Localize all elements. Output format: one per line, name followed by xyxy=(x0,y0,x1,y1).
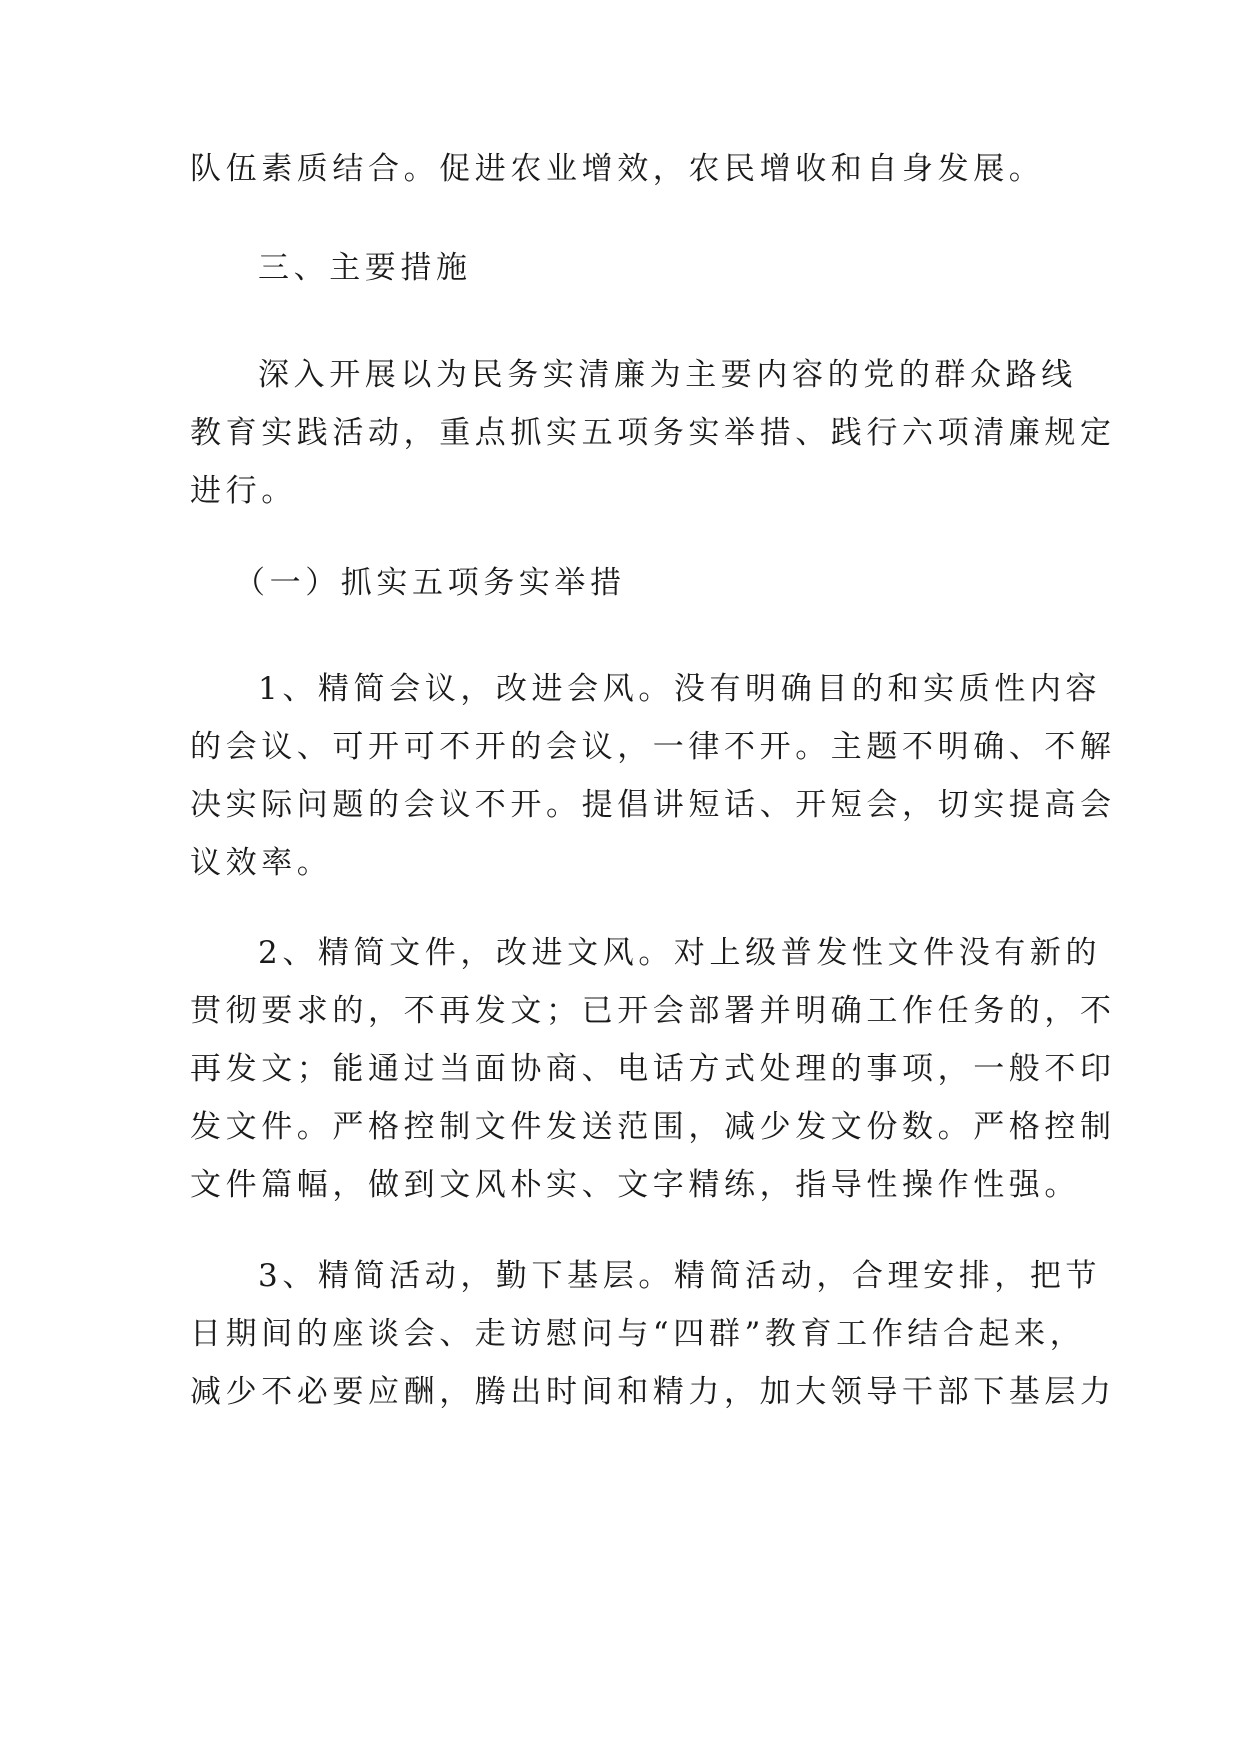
text-line: （一）抓实五项务实举措 xyxy=(234,565,626,601)
paragraph-item-3 xyxy=(190,1247,1116,1421)
paragraph-item-1 xyxy=(190,660,1116,892)
text-line: 的会议、可开可不开的会议，一律不开。主题不明确、不解 xyxy=(190,729,1116,765)
text-line: 议效率。 xyxy=(190,845,333,881)
text-line: 减少不必要应酬，腾出时间和精力，加大领导干部下基层力 xyxy=(190,1374,1116,1410)
text-line: 文件篇幅，做到文风朴实、文字精练，指导性操作性强。 xyxy=(190,1167,1080,1203)
paragraph-continuation xyxy=(190,140,1070,198)
text-line: 2、精简文件，改进文风。对上级普发性文件没有新的 xyxy=(258,935,1102,971)
paragraph-item-2 xyxy=(190,924,1116,1214)
paragraph-intro xyxy=(190,346,1116,520)
text-line: 队伍素质结合。促进农业增效，农民增收和自身发展。 xyxy=(190,151,1045,187)
text-line: 再发文；能通过当面协商、电话方式处理的事项，一般不印 xyxy=(190,1051,1116,1087)
text-line: 教育实践活动，重点抓实五项务实举措、践行六项清廉规定 xyxy=(190,415,1116,451)
text-line: 发文件。严格控制文件发送范围，减少发文份数。严格控制 xyxy=(190,1109,1116,1145)
text-line: 进行。 xyxy=(190,473,297,509)
text-line: 三、主要措施 xyxy=(258,250,472,286)
text-line: 3、精简活动，勤下基层。精简活动，合理安排，把节 xyxy=(258,1258,1102,1294)
subsection-heading xyxy=(190,554,1070,612)
text-line: 深入开展以为民务实清廉为主要内容的党的群众路线 xyxy=(258,357,1077,393)
text-line: 日期间的座谈会、走访慰问与“四群”教育工作结合起来， xyxy=(190,1316,1086,1352)
section-heading xyxy=(190,239,1070,297)
text-line: 贯彻要求的，不再发文；已开会部署并明确工作任务的，不 xyxy=(190,993,1116,1029)
text-line: 1、精简会议，改进会风。没有明确目的和实质性内容 xyxy=(258,671,1102,707)
text-line: 决实际问题的会议不开。提倡讲短话、开短会，切实提高会 xyxy=(190,787,1116,823)
